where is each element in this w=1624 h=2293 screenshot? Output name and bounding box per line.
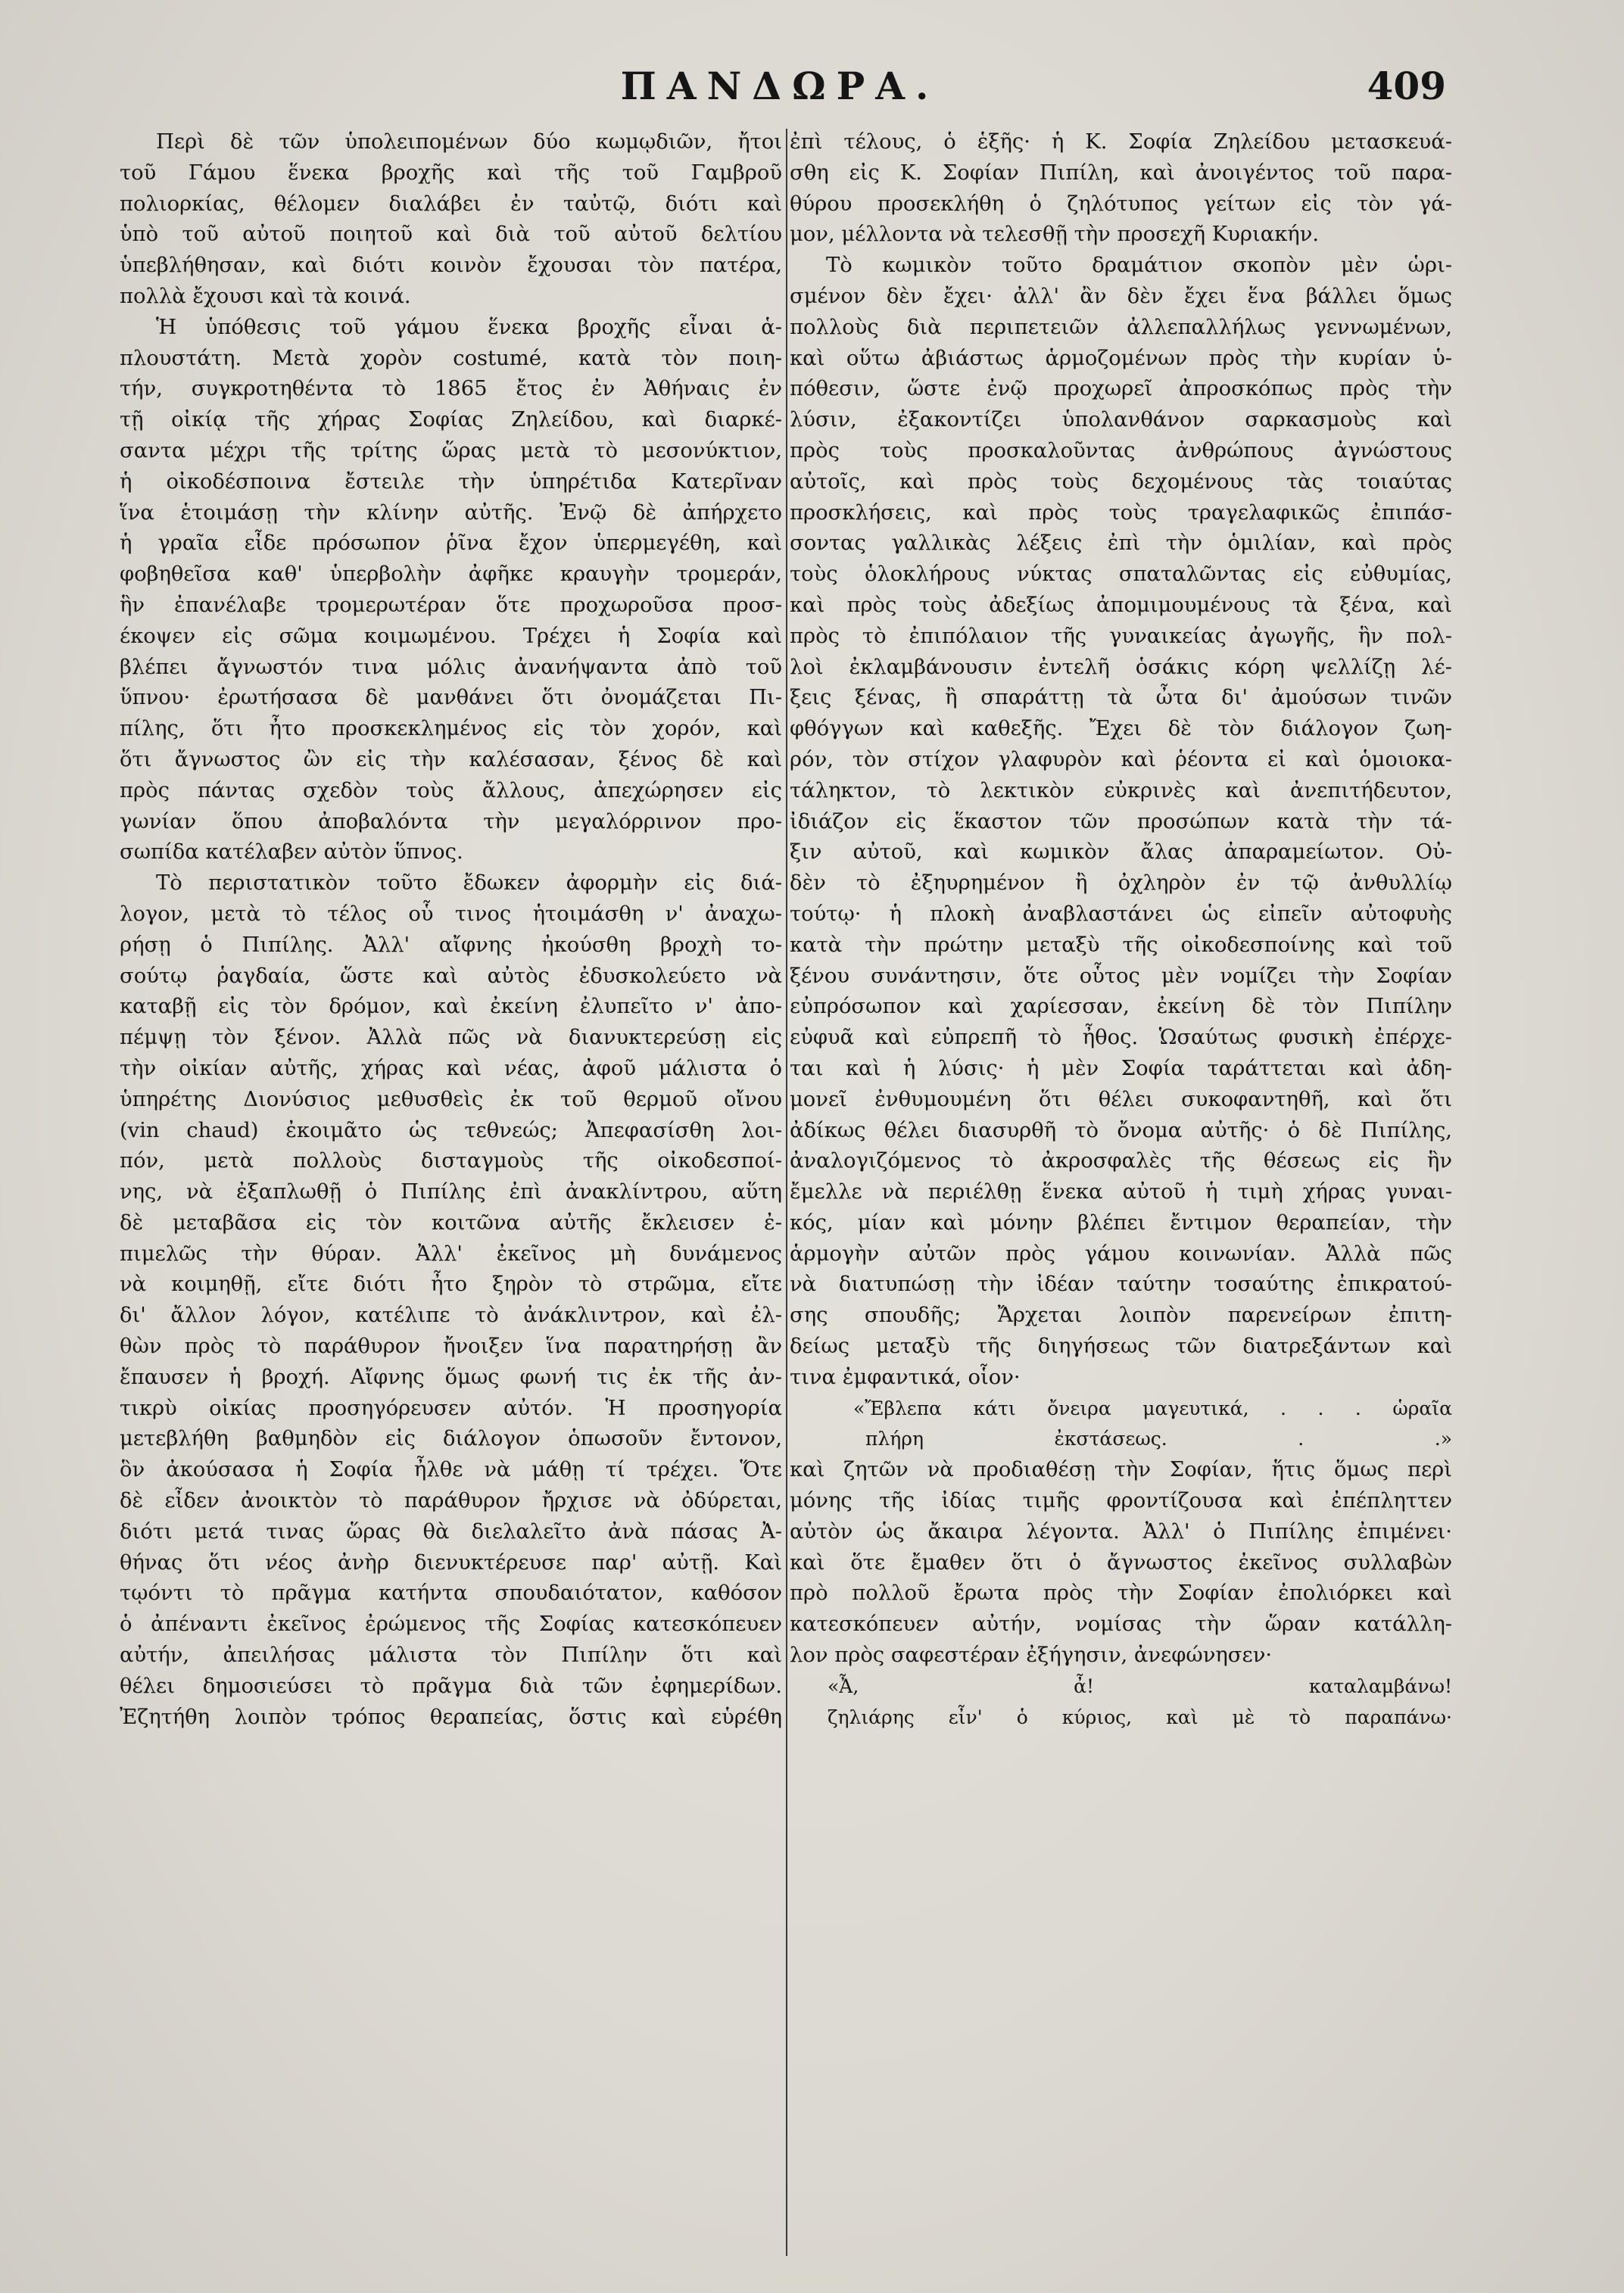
text-line: δὲ μεταβᾶσα εἰς τὸν κοιτῶνα αὐτῆς ἔκλεισεν ἐ- bbox=[120, 1210, 782, 1235]
text-line: λοὶ ἐκλαμβάνουσιν ἐντελῆ ὁσάκις κόρη ψελλίζῃ λέ- bbox=[790, 655, 1452, 679]
text-line: καὶ οὕτω ἀβιάστως ἁρμοζομένων πρὸς τὴν κυρίαν ὑ- bbox=[790, 346, 1452, 370]
text-line: φοβηθεῖσα καθ' ὑπερβολὴν ἀφῆκε κραυγὴν τρομεράν, bbox=[120, 562, 782, 587]
text-line: πρὸς τὸ ἐπιπόλαιον τῆς γυναικείας ἀγωγῆς, ἣν πολ- bbox=[790, 624, 1452, 648]
text-line: ὃν ἀκούσασα ἡ Σοφία ἦλθε νὰ μάθῃ τί τρέχει. Ὅτε bbox=[120, 1458, 782, 1482]
text-line: έκοψεν εἰς σῶμα κοιμωμένου. Τρέχει ἡ Σοφία καὶ bbox=[120, 624, 782, 648]
text-line: ἡ οἰκοδέσποινα ἔστειλε τὴν ὑπηρέτιδα Κατερῖναν bbox=[120, 469, 782, 494]
text-line: λύσιν, ἐξακοντίζει ὑπολανθάνον σαρκασμοὺς καὶ bbox=[790, 408, 1452, 432]
text-line: τούτῳ· ἡ πλοκὴ ἀναβλαστάνει ὡς εἰπεῖν αὐτοφυὴς bbox=[790, 902, 1452, 926]
text-line: τικρὺ οἰκίας προσηγόρευσεν αὐτόν. Ἡ προσηγορία bbox=[120, 1396, 782, 1420]
text-line: καταβῇ εἰς τὸν δρόμον, καὶ ἐκείνη ἐλυπεῖτο ν' ἀπο- bbox=[120, 995, 782, 1019]
text-line: τῳόντι τὸ πρᾶγμα κατήντα σπουδαιότατον, καθόσον bbox=[120, 1581, 782, 1606]
text-line: νὰ κοιμηθῇ, εἴτε διότι ἦτο ξηρὸν τὸ στρῶμα, εἴτε bbox=[120, 1273, 782, 1297]
text-line: τοῦ Γάμου ἕνεκα βροχῆς καὶ τῆς τοῦ Γαμβροῦ bbox=[120, 160, 782, 185]
text-line: θήνας ὅτι νέος ἀνὴρ διενυκτέρευσε παρ' αὐτῇ. Καὶ bbox=[120, 1550, 782, 1575]
quoted-verse-line: «Ἆ, ἆ! καταλαμβάνω! bbox=[828, 1675, 1452, 1697]
text-line: δείως μεταξὺ τῆς διηγήσεως τῶν διατρεξάντων καὶ bbox=[790, 1335, 1452, 1359]
text-line: καὶ πρὸς τοὺς ἀδεξίως ἀπομιμουμένους τὰ ξένα, καὶ bbox=[790, 593, 1452, 617]
text-line: αὐτὸν ὡς ἄκαιρα λέγοντα. Ἀλλ' ὁ Πιπίλης ἐπιμένει· bbox=[790, 1519, 1452, 1544]
text-line: σης σπουδῆς; Ἄρχεται λοιπὸν παρενείρων ἐπιτη- bbox=[790, 1304, 1452, 1328]
text-line: (vin chaud) ἐκοιμᾶτο ὡς τεθνεώς; Ἀπεφασίσθη λοι- bbox=[120, 1118, 782, 1142]
text-line: καὶ ζητῶν νὰ προδιαθέσῃ τὴν Σοφίαν, ἥτις ὅμως περὶ bbox=[790, 1458, 1452, 1482]
text-line: ὑπεβλήθησαν, καὶ διότι κοινὸν ἔχουσαι τὸν πατέρα, bbox=[120, 254, 782, 278]
text-line: ρόν, τὸν στίχον γλαφυρὸν καὶ ῥέοντα εἰ καὶ ὁμοιοκα- bbox=[790, 747, 1452, 771]
text-line: προσκλήσεις, καὶ πρὸς τοὺς τραγελαφικῶς ἐπιπάσ- bbox=[790, 500, 1452, 525]
quoted-verse-line: πλήρη ἐκστάσεως. . .» bbox=[865, 1428, 1452, 1450]
text-line: εὐπρόσωπον καὶ χαρίεσσαν, ἐκείνη δὲ τὸν Πιπίλην bbox=[790, 995, 1452, 1019]
left-text-column bbox=[120, 127, 782, 2239]
text-line: πολλὰ ἔχουσι καὶ τὰ κοινά. bbox=[120, 284, 411, 308]
text-line: θὼν πρὸς τὸ παράθυρον ἤνοιξεν ἵνα παρατηρήσῃ ἂν bbox=[120, 1335, 782, 1359]
column-divider bbox=[786, 129, 787, 2256]
text-line: δὲν τὸ ἐξηυρημένον ἢ ὀχληρὸν ἐν τῷ ἀνθυλλίῳ bbox=[790, 871, 1452, 896]
text-line: πίλης, ὅτι ἦτο προσκεκλημένος εἰς τὸν χορόν, καὶ bbox=[120, 717, 782, 741]
text-line: σμένον δὲν ἔχει· ἀλλ' ἂν δὲν ἔχει ἕνα βάλλει ὅμως bbox=[790, 284, 1452, 308]
text-line: ὅτι ἄγνωστος ὢν εἰς τὴν καλέσασαν, ξένος δὲ καὶ bbox=[120, 747, 782, 771]
text-line: ὁ ἀπέναντι ἐκεῖνος ἐρώμενος τῆς Σοφίας κατεσκόπευεν bbox=[120, 1612, 782, 1637]
page-header bbox=[114, 64, 1446, 117]
text-line: ἀναλογιζόμενος τὸ ἀκροσφαλὲς τῆς θέσεως εἰς ἣν bbox=[790, 1149, 1452, 1173]
text-line: νὰ διατυπώσῃ τὴν ἰδέαν ταύτην τοσαύτης ἐπικρατού- bbox=[790, 1273, 1452, 1297]
text-line: νης, νὰ ἐξαπλωθῇ ὁ Πιπίλης ἐπὶ ἀνακλίντρου, αὕτη bbox=[120, 1180, 782, 1204]
text-line: εὐφυᾶ καὶ εὐπρεπῆ τὸ ἦθος. Ὡσαύτως φυσικὴ ἐπέρχε- bbox=[790, 1026, 1452, 1050]
text-line: σθη εἰς Κ. Σοφίαν Πιπίλη, καὶ ἀνοιγέντος τοῦ παρα- bbox=[790, 160, 1452, 185]
page-number: 409 bbox=[1367, 64, 1446, 108]
running-title: ΠΑΝΔΩΡΑ. bbox=[620, 64, 940, 108]
text-line: κατὰ τὴν πρώτην μεταξὺ τῆς οἰκοδεσποίνης καὶ τοῦ bbox=[790, 933, 1452, 957]
text-line: γωνίαν ὅπου ἀποβαλόντα τὴν μεγαλόρρινον προ- bbox=[120, 809, 782, 833]
text-line: πολλοὺς διὰ περιπετειῶν ἀλλεπαλλήλως γεννωμένων, bbox=[790, 315, 1452, 339]
text-line: θύρου προσεκλήθη ὁ ζηλότυπος γείτων εἰς τὸν γά- bbox=[790, 192, 1452, 216]
text-line: μόνης τῆς ἰδίας τιμῆς φροντίζουσα καὶ ἐπέπληττεν bbox=[790, 1489, 1452, 1513]
text-line: πιμελῶς τὴν θύραν. Ἀλλ' ἐκεῖνος μὴ δυνάμενος bbox=[120, 1242, 782, 1266]
text-line: ὑπὸ τοῦ αὐτοῦ ποιητοῦ καὶ διὰ τοῦ αὐτοῦ δελτίου bbox=[120, 223, 782, 247]
text-line: μον, μέλλοντα νὰ τελεσθῇ τὴν προσεχῆ Κυριακήν. bbox=[790, 223, 1320, 247]
text-line: πόθεσιν, ὥστε ἐνῷ προχωρεῖ ἀπροσκόπως πρὸς τὴν bbox=[790, 377, 1452, 401]
text-line: αὐτήν, ἀπειλήσας μάλιστα τὸν Πιπίλην ὅτι καὶ bbox=[120, 1643, 782, 1668]
text-line: καὶ ὅτε ἔμαθεν ὅτι ὁ ἄγνωστος ἐκεῖνος συλλαβὼν bbox=[790, 1550, 1452, 1575]
text-line: τὴν οἰκίαν αὐτῆς, χήρας καὶ νέας, ἀφοῦ μάλιστα ὁ bbox=[120, 1056, 782, 1080]
text-line: σούτῳ ῥαγδαία, ὥστε καὶ αὐτὸς ἐδυσκολεύετο νὰ bbox=[120, 964, 782, 988]
text-line: Ἡ ὑπόθεσις τοῦ γάμου ἕνεκα βροχῆς εἶναι ἁ- bbox=[156, 315, 782, 339]
text-line: δὲ εἶδεν ἀνοικτὸν τὸ παράθυρον ἤρχισε νὰ ὀδύρεται, bbox=[120, 1489, 782, 1513]
text-line: ται καὶ ἡ λύσις· ἡ μὲν Σοφία ταράττεται καὶ ἀδη- bbox=[790, 1056, 1452, 1080]
text-line: δι' ἄλλον λόγον, κατέλιπε τὸ ἀνάκλιντρον, καὶ ἐλ- bbox=[120, 1304, 782, 1328]
text-line: θέλει δημοσιεύσει τὸ πρᾶγμα διὰ τῶν ἐφημερίδων. bbox=[120, 1674, 782, 1698]
text-line: φθόγγων καὶ καθεξῆς. Ἔχει δὲ τὸν διάλογον ζωη- bbox=[790, 717, 1452, 741]
text-line: τοὺς ὁλοκλήρους νύκτας σπαταλῶντας εἰς εὐθυμίας, bbox=[790, 562, 1452, 587]
text-line: ἔπαυσεν ἡ βροχή. Αἴφνης ὅμως φωνή τις ἐκ τῆς ἀν- bbox=[120, 1365, 782, 1389]
text-line: ρήσῃ ὁ Πιπίλης. Ἀλλ' αἴφνης ἠκούσθη βροχὴ το- bbox=[120, 933, 782, 957]
text-line: Τὸ κωμικὸν τοῦτο δραμάτιον σκοπὸν μὲν ὡρι- bbox=[826, 254, 1452, 278]
text-line: μετεβλήθη βαθμηδὸν εἰς διάλογον ὁπωσοῦν ἔντονον, bbox=[120, 1427, 782, 1451]
text-line: ἵνα ἑτοιμάσῃ τὴν κλίνην αὐτῆς. Ἐνῷ δὲ ἀπήρχετο bbox=[120, 500, 782, 525]
text-line: σωπίδα κατέλαβεν αὐτὸν ὕπνος. bbox=[120, 840, 463, 865]
quoted-verse-line: «Ἔβλεπα κάτι ὄνειρα μαγευτικά, . . . ὡραῖα bbox=[853, 1397, 1452, 1419]
text-line: ὕπνου· ἐρωτήσασα δὲ μανθάνει ὅτι ὀνομάζεται Πι- bbox=[120, 686, 782, 710]
text-line: πολιορκίας, θέλομεν διαλάβει ἐν ταὐτῷ, διότι καὶ bbox=[120, 192, 782, 216]
text-line: μονεῖ ἐνθυμουμένη ὅτι θέλει συκοφαντηθῆ, καὶ ὅτι bbox=[790, 1087, 1452, 1111]
text-line: κατεσκόπευεν αὐτήν, νομίσας τὴν ὥραν κατάλλη- bbox=[790, 1612, 1452, 1637]
text-line: ἡ γραῖα εἶδε πρόσωπον ῥῖνα ἔχον ὑπερμεγέθη, καὶ bbox=[120, 531, 782, 556]
text-line: ξεις ξένας, ἢ σπαράττῃ τὰ ὦτα δι' ἀμούσων τινῶν bbox=[790, 686, 1452, 710]
text-line: Τὸ περιστατικὸν τοῦτο ἔδωκεν ἀφορμὴν εἰς διά- bbox=[156, 871, 782, 896]
text-line: ξένου συνάντησιν, ὅτε οὗτος μὲν νομίζει τὴν Σοφίαν bbox=[790, 964, 1452, 988]
text-line: Περὶ δὲ τῶν ὑπολειπομένων δύο κωμῳδιῶν, ἤτοι bbox=[156, 130, 782, 154]
text-line: τινα ἐμφαντικά, οἷον· bbox=[790, 1365, 1021, 1389]
text-line: κός, μίαν καὶ μόνην βλέπει ἔντιμον θεραπείαν, τὴν bbox=[790, 1210, 1452, 1235]
text-line: πρὸς τοὺς προσκαλοῦντας ἀνθρώπους ἀγνώστους bbox=[790, 438, 1452, 463]
text-line: πλουστάτη. Μετὰ χορὸν costumé, κατὰ τὸν ποιη- bbox=[120, 346, 782, 370]
right-text-column bbox=[790, 127, 1452, 2239]
quoted-verse-line: ζηλιάρης εἶν' ὁ κύριος, καὶ μὲ τὸ παραπάνω· bbox=[828, 1706, 1452, 1728]
text-line: πρὸς πάντας σχεδὸν τοὺς ἄλλους, ἀπεχώρησεν εἰς bbox=[120, 778, 782, 802]
text-line: λογον, μετὰ τὸ τέλος οὗ τινος ἡτοιμάσθη ν' ἀναχω- bbox=[120, 902, 782, 926]
text-line: ξιν αὐτοῦ, καὶ κωμικὸν ἄλας ἀπαραμείωτον. Οὐ- bbox=[790, 840, 1452, 865]
text-line: τῇ οἰκίᾳ τῆς χήρας Σοφίας Ζηλείδου, καὶ διαρκέ- bbox=[120, 408, 782, 432]
text-line: σοντας γαλλικὰς λέξεις ἐπὶ τὴν ὁμιλίαν, καὶ πρὸς bbox=[790, 531, 1452, 556]
text-line: πέμψῃ τὸν ξένον. Ἀλλὰ πῶς νὰ διανυκτερεύσῃ εἰς bbox=[120, 1026, 782, 1050]
text-line: ἀδίκως θέλει διασυρθῆ τὸ ὄνομα αὐτῆς· ὁ δὲ Πιπίλης, bbox=[790, 1118, 1452, 1142]
text-line: βλέπει ἄγνωστόν τινα μόλις ἀνανήψαντα ἀπὸ τοῦ bbox=[120, 655, 782, 679]
text-line: ἁρμογὴν αὐτῶν πρὸς γάμου κοινωνίαν. Ἀλλὰ πῶς bbox=[790, 1242, 1452, 1266]
text-line: σαντα μέχρι τῆς τρίτης ὥρας μετὰ τὸ μεσονύκτιον, bbox=[120, 438, 782, 463]
text-line: τάληκτον, τὸ λεκτικὸν εὐκρινὲς καὶ ἀνεπιτήδευτον, bbox=[790, 778, 1452, 802]
text-line: διότι μετά τινας ὥρας θὰ διελαλεῖτο ἀνὰ πάσας Ἀ- bbox=[120, 1519, 782, 1544]
text-line: ὑπηρέτης Διονύσιος μεθυσθεὶς ἐκ τοῦ θερμοῦ οἴνου bbox=[120, 1087, 782, 1111]
text-line: ἐπὶ τέλους, ὁ ἑξῆς· ἡ Κ. Σοφία Ζηλείδου μετασκευά- bbox=[790, 130, 1452, 154]
text-line: ἔμελλε νὰ περιέλθῃ ἕνεκα αὐτοῦ ἡ τιμὴ χήρας γυναι- bbox=[790, 1180, 1452, 1204]
text-line: Ἐζητήθη λοιπὸν τρόπος θεραπείας, ὅστις καὶ εὑρέθη bbox=[120, 1705, 782, 1729]
text-line: ἣν ἐπανέλαβε τρομερωτέραν ὅτε προχωροῦσα προσ- bbox=[120, 593, 782, 617]
text-line: πόν, μετὰ πολλοὺς δισταγμοὺς τῆς οἰκοδεσποί- bbox=[120, 1149, 782, 1173]
text-line: πρὸ πολλοῦ ἔρωτα πρὸς τὴν Σοφίαν ἐπολιόρκει καὶ bbox=[790, 1581, 1452, 1606]
text-line: τήν, συγκροτηθέντα τὸ 1865 ἔτος ἐν Ἀθήναις ἐν bbox=[120, 377, 782, 401]
text-line: λον πρὸς σαφεστέραν ἐξήγησιν, ἀνεφώνησεν· bbox=[790, 1643, 1273, 1668]
text-line: αὐτοῖς, καὶ πρὸς τοὺς δεχομένους τὰς τοιαύτας bbox=[790, 469, 1452, 494]
text-line: ἰδιάζον εἰς ἕκαστον τῶν προσώπων κατὰ τὴν τά- bbox=[790, 809, 1452, 833]
